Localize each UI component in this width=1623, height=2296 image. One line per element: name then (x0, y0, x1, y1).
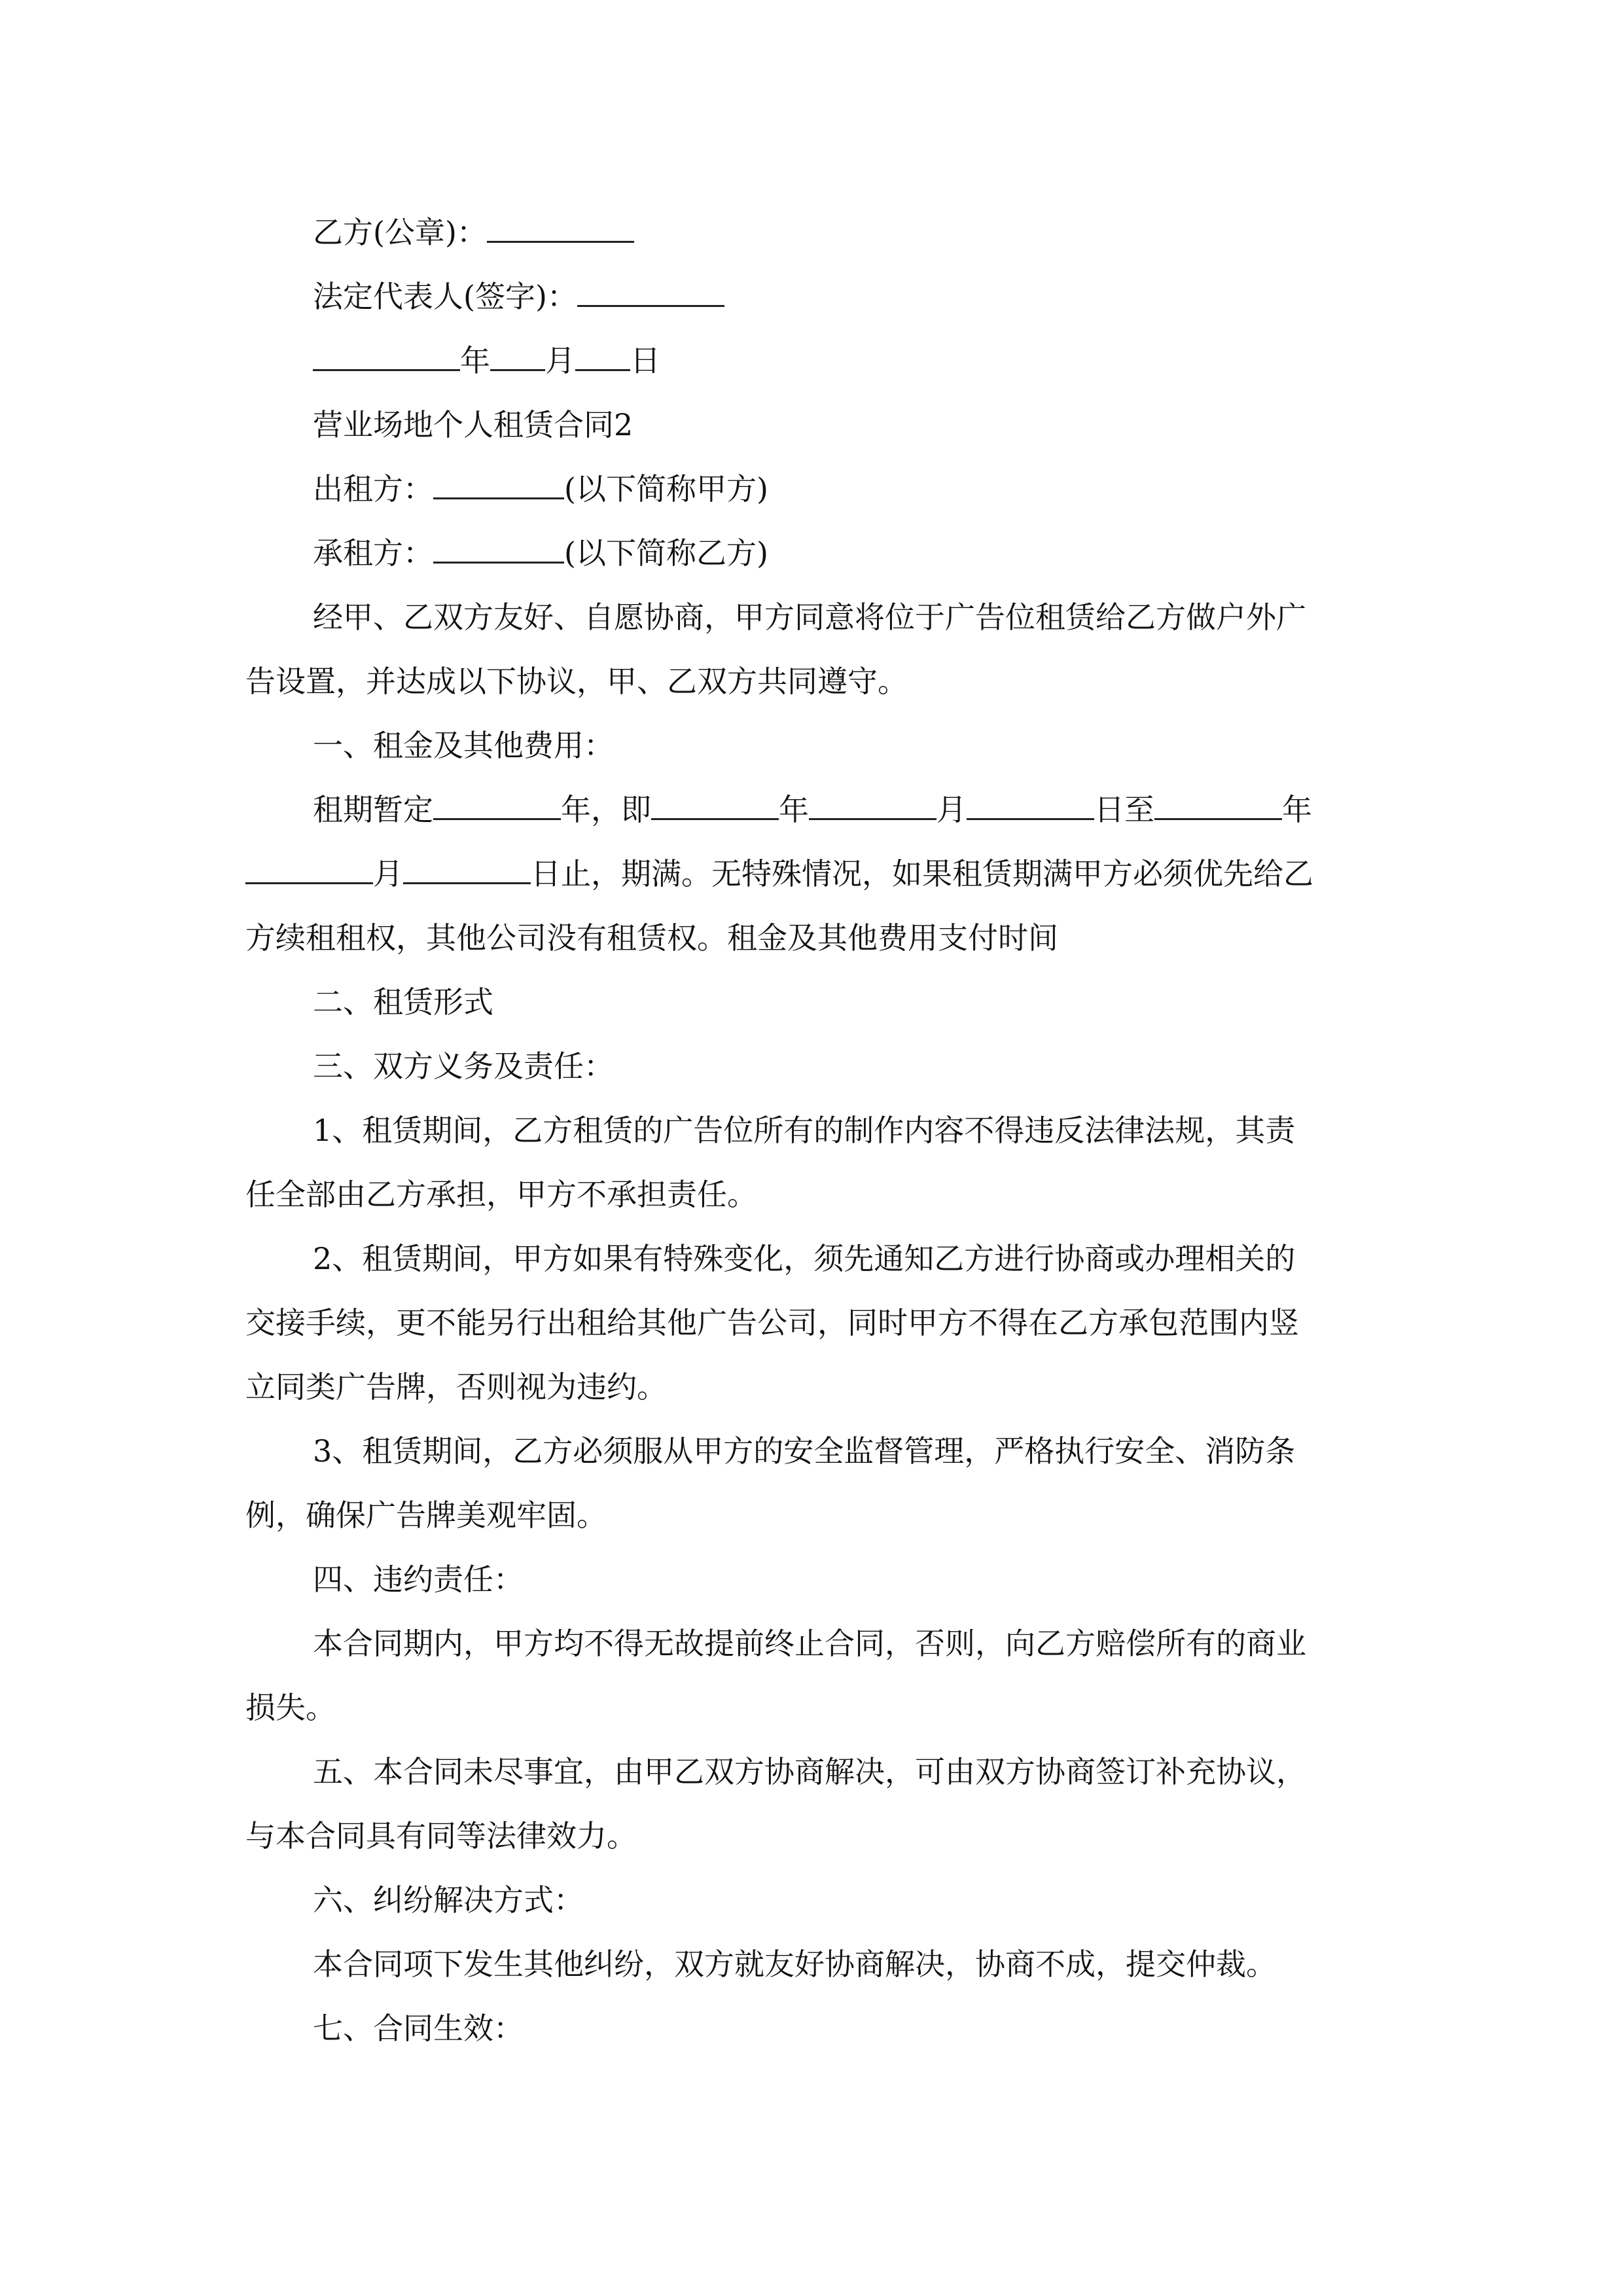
clause-3-3-line-1: 3、租赁期间，乙方必须服从甲方的安全监督管理，严格执行安全、消防条 (313, 1433, 1296, 1469)
contract-title: 营业场地个人租赁合同2 (313, 407, 633, 442)
date-line (245, 329, 1397, 393)
section-5-line-2: 与本合同具有同等法律效力。 (245, 1818, 637, 1854)
lessee-label: 承租方： (313, 535, 433, 571)
party-b-seal-line (245, 200, 1397, 264)
year-blank (313, 340, 460, 371)
term-text: 年 (1282, 792, 1312, 827)
term-line-3: 方续租租权，其他公司没有租赁权。租金及其他费用支付时间 (245, 920, 1058, 956)
section-4-title: 四、违约责任： (313, 1562, 524, 1597)
term-line-1 (245, 778, 1397, 842)
year-label: 年 (460, 343, 490, 378)
term-blank (967, 789, 1094, 820)
lessor-line (245, 457, 1397, 521)
term-blank (245, 853, 373, 884)
section-7-title: 七、合同生效： (313, 2011, 524, 2046)
clause-3-2-line-2: 交接手续，更不能另行出租给其他广告公司，同时甲方不得在乙方承包范围内竖 (245, 1305, 1299, 1340)
clause-3-2-line-3: 立同类广告牌，否则视为违约。 (245, 1369, 667, 1405)
party-b-seal-label: 乙方(公章)： (313, 215, 487, 250)
signature-blank (577, 276, 724, 307)
term-line-2 (245, 842, 1397, 906)
term-blank (651, 789, 779, 820)
month-label: 月 (545, 343, 575, 378)
term-text: 日止，期满。无特殊情况，如果租赁期满甲方必须优先给乙 (531, 856, 1313, 891)
lessee-note: (以下简称乙方) (564, 535, 768, 571)
section-4-line-1: 本合同期内，甲方均不得无故提前终止合同，否则，向乙方赔偿所有的商业 (313, 1626, 1306, 1661)
section-5-line-1: 五、本合同未尽事宜，由甲乙双方协商解决，可由双方协商签订补充协议， (313, 1754, 1306, 1789)
term-text: 日至 (1094, 792, 1154, 827)
clause-3-1-line-2: 任全部由乙方承担，甲方不承担责任。 (245, 1177, 757, 1212)
term-text: 月 (373, 856, 403, 891)
day-blank (575, 340, 630, 371)
section-6-title: 六、纠纷解决方式： (313, 1882, 584, 1918)
lessee-line (245, 521, 1397, 585)
term-blank (433, 789, 561, 820)
term-blank (1154, 789, 1282, 820)
document-body (245, 200, 1397, 2060)
term-blank (809, 789, 936, 820)
month-blank (490, 340, 545, 371)
intro-line-1: 经甲、乙双方友好、自愿协商，甲方同意将位于广告位租赁给乙方做户外广 (313, 600, 1306, 635)
legal-rep-line (245, 264, 1397, 329)
term-text: 月 (936, 792, 967, 827)
day-label: 日 (630, 343, 660, 378)
term-text: 年 (779, 792, 809, 827)
section-6-line-1: 本合同项下发生其他纠纷，双方就友好协商解决，协商不成，提交仲裁。 (313, 1946, 1276, 1982)
term-blank (403, 853, 531, 884)
section-4-line-2: 损失。 (245, 1690, 336, 1725)
seal-blank (487, 212, 634, 243)
term-text: 租期暂定 (313, 792, 433, 827)
intro-line-2: 告设置，并达成以下协议，甲、乙双方共同遵守。 (245, 664, 908, 699)
lessee-blank (433, 533, 564, 564)
clause-3-2-line-1: 2、租赁期间，甲方如果有特殊变化，须先通知乙方进行协商或办理相关的 (313, 1241, 1296, 1276)
legal-rep-label: 法定代表人(签字)： (313, 279, 577, 314)
section-3-title: 三、双方义务及责任： (313, 1049, 614, 1084)
clause-3-3-line-2: 例，确保广告牌美观牢固。 (245, 1498, 607, 1533)
section-1-title: 一、租金及其他费用： (313, 728, 614, 763)
clause-3-1-line-1: 1、租赁期间，乙方租赁的广告位所有的制作内容不得违反法律法规，其责 (313, 1113, 1296, 1148)
lessor-label: 出租方： (313, 471, 433, 507)
lessor-blank (433, 469, 564, 499)
section-2-title: 二、租赁形式 (313, 984, 493, 1020)
lessor-note: (以下简称甲方) (564, 471, 768, 507)
term-text: 年，即 (561, 792, 651, 827)
